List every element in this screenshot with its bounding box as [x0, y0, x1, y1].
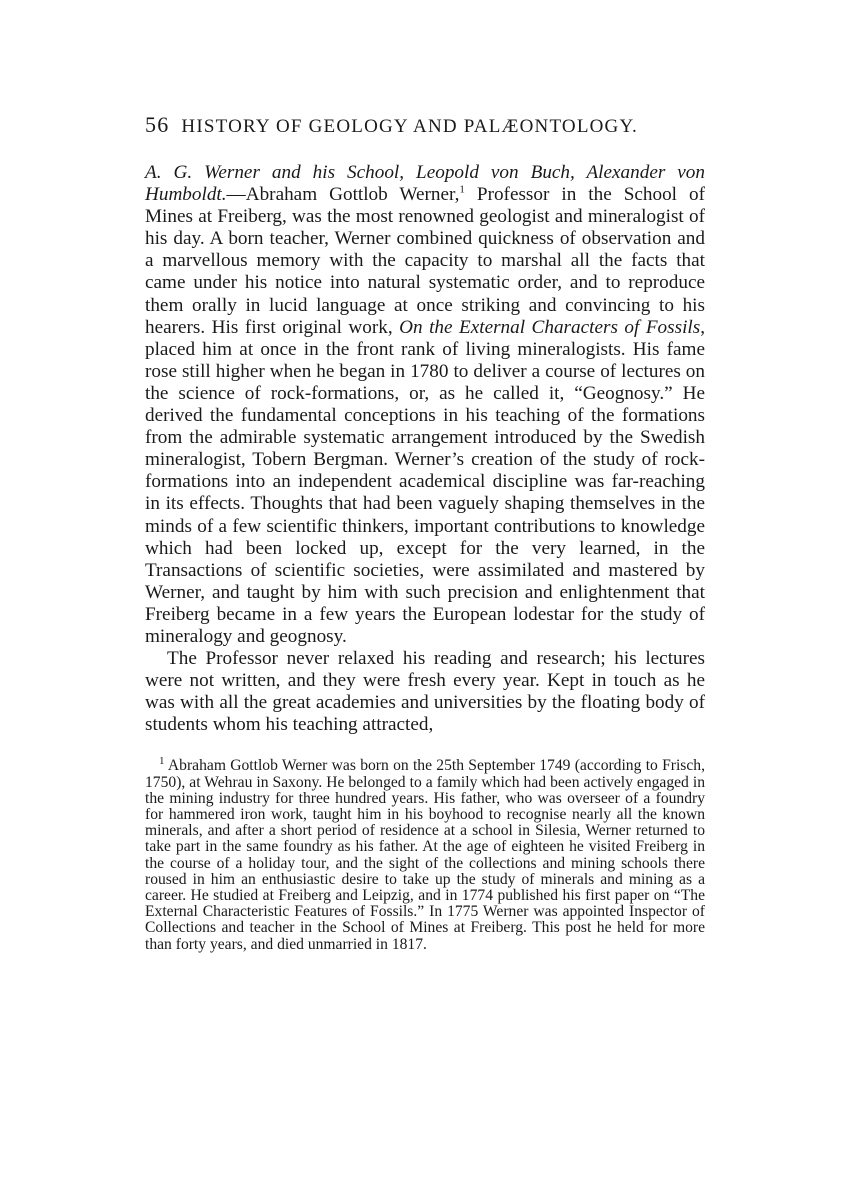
footnote-marker: 1 — [159, 755, 165, 768]
running-title: HISTORY OF GEOLOGY AND PALÆONTOLOGY. — [181, 116, 638, 137]
footnote-reference: 1 — [459, 183, 465, 196]
paragraph-professor: The Professor never relaxed his reading and research; his lectures were not written, and they were fresh every year. Kept in touch as he was with all the great academies and universities by the floating body of students whom his teaching attracted, — [145, 648, 705, 736]
page-number: 56 — [145, 112, 170, 137]
section-heading: A. G. Werner and his School, Leopold von Buch, Alexander von Humboldt. — [145, 162, 705, 206]
paragraph-werner-intro — [145, 162, 705, 648]
running-head — [145, 112, 705, 142]
paragraph-text-c: , placed him at once in the front rank of living mineralogists. His fame rose still higher when he began in 1780 to deliver a course of lectures on the science of rock-formations, or, as he called it, “Geognosy.” He derived the fundamental conceptions in his teaching of the formations from the admirable systematic arrangement introduced by the Swedish mineralogist, Tobern Bergman. Werner’s creation of the study of rock-formations into an independent academical discipline was far-reaching in its effects. Thoughts that had been vaguely shaping themselves in the minds of a few scientific thinkers, important contributions to knowledge which had been locked up, except for the very learned, in the Transactions of scientific societies, were assimilated and mastered by Werner, and taught by him with such precision and enlightenment that Freiberg became in a few years the European lodestar for the study of mineralogy and geognosy. — [145, 316, 705, 647]
paragraph-text-b: Professor in the School of Mines at Freiberg, was the most renowned geologist and mineralogist of his day. A born teacher, Werner combined quickness of observation and a marvellous memory with the capacity to marshal all the facts that came under his notice into natural systematic order, and to reproduce them orally in lucid language at once striking and convincing to his hearers. His first original work, — [145, 184, 705, 338]
paragraph-text-a: —Abraham Gottlob Werner, — [226, 184, 460, 206]
work-title: On the External Characters of Fossils — [399, 316, 701, 338]
footnote — [145, 755, 705, 953]
footnote-section — [145, 755, 705, 953]
footnote-text: Abraham Gottlob Werner was born on the 25th September 1749 (according to Frisch, 1750), at Wehrau in Saxony. He belonged to a family which had been actively engaged in the mining industry for three hundred years. His father, who was overseer of a foundry for hammered iron work, taught him in his boyhood to recognise nearly all the known minerals, and after a short period of residence at a school in Silesia, Werner returned to take part in the same foundry as his father. At the age of eighteen he visited Freiberg in the course of a holiday tour, and the sight of the collections and mining schools there roused in him an enthusiastic desire to take up the study of minerals and mining as a career. He studied at Freiberg and Leipzig, and in 1774 published his first paper on “The External Characteristic Features of Fossils.” In 1775 Werner was appointed Inspector of Collections and teacher in the School of Mines at Freiberg. This post he held for more than forty years, and died unmarried in 1817. — [145, 757, 705, 953]
book-page — [145, 112, 705, 953]
